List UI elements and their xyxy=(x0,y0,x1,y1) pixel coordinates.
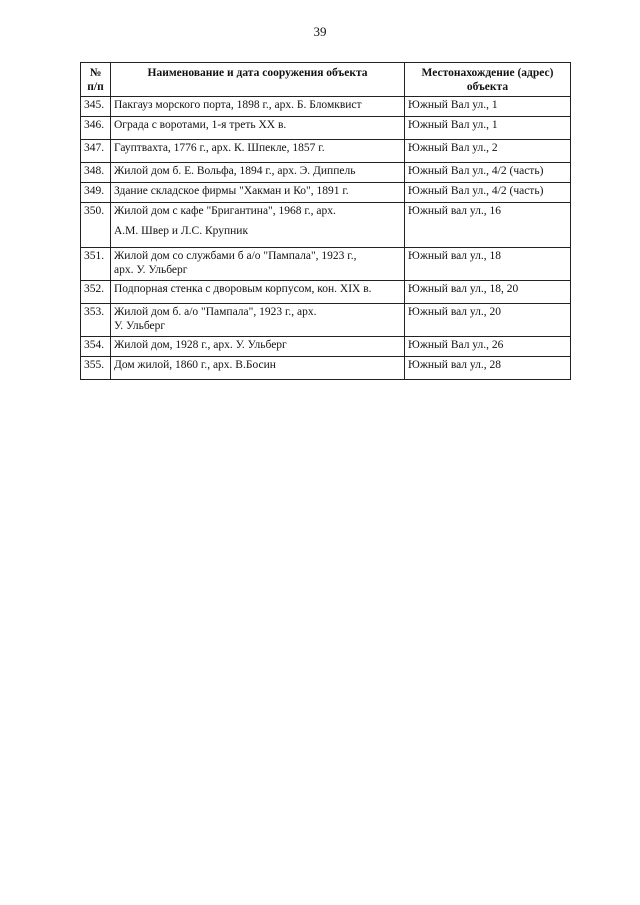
table-row xyxy=(81,203,571,248)
header-address-line1: Местонахождение (адрес) xyxy=(421,67,554,79)
table-row xyxy=(81,337,571,357)
page-number: 39 xyxy=(313,24,327,39)
row-name-line: Жилой дом с кафе "Бригантина", 1968 г., арх. xyxy=(114,205,336,217)
row-number: 348. xyxy=(81,163,111,183)
row-address: Южный Вал ул., 1 xyxy=(405,97,571,117)
table-row xyxy=(81,281,571,304)
table-row xyxy=(81,117,571,140)
row-name xyxy=(111,203,405,248)
table-row xyxy=(81,357,571,380)
row-name-line: Жилой дом б. Е. Вольфа, 1894 г., арх. Э. Диппель xyxy=(114,165,356,177)
row-name xyxy=(111,248,405,281)
header-address-line2: объекта xyxy=(466,81,509,93)
row-name-line: Жилой дом, 1928 г., арх. У. Ульберг xyxy=(114,339,287,351)
row-name xyxy=(111,337,405,357)
row-name-line: У. Ульберг xyxy=(114,320,166,332)
row-name xyxy=(111,163,405,183)
row-name-line: Здание складское фирмы "Хакман и Ко", 1891 г. xyxy=(114,185,349,197)
row-name xyxy=(111,97,405,117)
table-row xyxy=(81,248,571,281)
row-address: Южный вал ул., 20 xyxy=(405,304,571,337)
row-name-line: Подпорная стенка с дворовым корпусом, кон. XIX в. xyxy=(114,283,372,295)
row-name xyxy=(111,140,405,163)
row-number: 350. xyxy=(81,203,111,248)
row-number: 347. xyxy=(81,140,111,163)
header-name: Наименование и дата сооружения объекта xyxy=(111,63,405,97)
row-number: 349. xyxy=(81,183,111,203)
row-address: Южный Вал ул., 4/2 (часть) xyxy=(405,163,571,183)
row-number: 345. xyxy=(81,97,111,117)
row-name xyxy=(111,183,405,203)
row-address: Южный вал ул., 16 xyxy=(405,203,571,248)
row-name-line: Гауптвахта, 1776 г., арх. К. Шпекле, 1857 г. xyxy=(114,142,325,154)
row-name-line: Дом жилой, 1860 г., арх. В.Босин xyxy=(114,359,276,371)
row-name-line: арх. У. Ульберг xyxy=(114,264,188,276)
row-number: 353. xyxy=(81,304,111,337)
row-name-line: А.М. Швер и Л.С. Крупник xyxy=(114,225,249,237)
header-address xyxy=(405,63,571,97)
table-row xyxy=(81,140,571,163)
row-name xyxy=(111,357,405,380)
row-name-line: Жилой дом б. а/о "Пампала", 1923 г., арх. xyxy=(114,306,317,318)
header-number xyxy=(81,63,111,97)
row-name-line: Пакгауз морского порта, 1898 г., арх. Б. Бломквист xyxy=(114,99,362,111)
table-header-row xyxy=(81,63,571,97)
heritage-objects-table xyxy=(80,62,571,380)
header-number-line2: п/п xyxy=(87,81,104,93)
row-number: 351. xyxy=(81,248,111,281)
row-number: 354. xyxy=(81,337,111,357)
row-address: Южный вал ул., 18, 20 xyxy=(405,281,571,304)
header-number-line1: № xyxy=(89,67,102,79)
row-address: Южный вал ул., 28 xyxy=(405,357,571,380)
row-address: Южный Вал ул., 2 xyxy=(405,140,571,163)
row-name-line: Жилой дом со службами б а/о "Пампала", 1923 г., xyxy=(114,250,357,262)
row-name xyxy=(111,117,405,140)
table-row xyxy=(81,183,571,203)
row-number: 355. xyxy=(81,357,111,380)
row-address: Южный Вал ул., 26 xyxy=(405,337,571,357)
table-row xyxy=(81,97,571,117)
row-address: Южный Вал ул., 4/2 (часть) xyxy=(405,183,571,203)
row-address: Южный Вал ул., 1 xyxy=(405,117,571,140)
row-number: 352. xyxy=(81,281,111,304)
table-row xyxy=(81,304,571,337)
row-address: Южный вал ул., 18 xyxy=(405,248,571,281)
row-number: 346. xyxy=(81,117,111,140)
row-name-line: Ограда с воротами, 1-я треть XX в. xyxy=(114,119,287,131)
row-name xyxy=(111,304,405,337)
table-row xyxy=(81,163,571,183)
row-name xyxy=(111,281,405,304)
